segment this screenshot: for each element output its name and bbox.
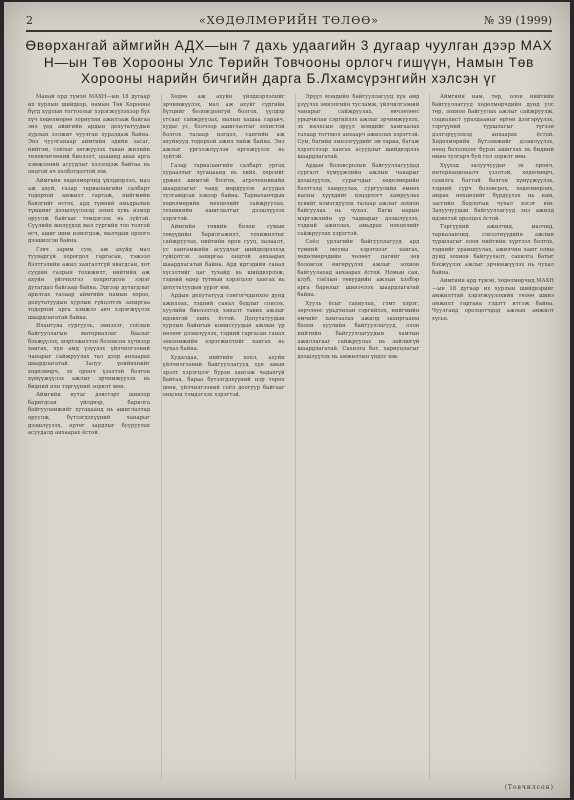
paragraph: Гэвч зарим сум, аж ахуйд мал тууваргүй хорогдол гаргасан, тэжээл бэлтгэлийн ажил хангалтгүй явагдсан, хот суурин газрын тохижилт, нийтийн аж ахуйн үйлчилгээ хоцрогдсон зэрэг дутагдал байсаар байна. Эдгээр дутагдлыг арилгах талаар аймгийн намын хороо, депутатуудын хурлын гүйцэтгэх захиргаа тодорхой арга хэмжээ авч хэрэгжүүлэх шаардлагатай байна. [28,246,150,321]
paragraph: Хууль ёсыг сахиулах, гэмт хэрэг, зөрчлөөс урьдчилан сэргийлэх, нийгмийн өмчийг хамгаалах ажилд захиргааны болон хуулийн байгууллагууд, олон нийтийн байгууллагуудын хамтын ажиллагааг сайжруулах нь зайлшгүй шаардлагатай. Сахилга бат, хариуцлагыг дээшлүүлэх нь амжилтын үндэс юм. [297,300,420,360]
paragraph: Манай орд түмэн МАХН—ын 18 дугаар их хурлын шийдвэр, намын Төв Хорооны бүгд хурлын тогтоолыг хэрэгжүүлэхээр бүх хүч хөдөлмөрөө зориулан ажиллаж байгаа энэ үед аймгийн ардын депутатуудын хурлын ээлжит чуулган хуралдаж байна. Энэ чуулганаар аймгийн эдийн засаг, нийгэм, соёлыг хөгжүүлэх таван жилийн төлөвлөгөөний биелэлт, цаашид авах арга хэмжээний асуудлыг хэлэлцэж байгаа нь онцгой ач холбогдолтой юм. [28,94,150,176]
text-column-1 [28,94,150,780]
paragraph: Эрүүл мэндийн байгууллагууд хүн амд үзүүлэх эмнэлгийн тусламж, үйлчилгээний чанарыг сайжруулах, өвчлөлөөс урьдчилан сэргийлэх ажлыг эрчимжүүлэх, эх нялхсын эрүүл мэндийг хамгаалах талаар тогтмол анхаарч ажиллах хэрэгтэй. Сум, багийн эмнэлгүүдийг эм тариа, багаж хэрэгслээр хангах асуудлыг шийдвэрлэх шаардлагатай. [297,94,420,161]
paragraph: Аймгийн төвийн болон сумын төвүүдийн барилгажилт, тохижилтыг сайжруулах, нийтийн орон сууц, халаалт, ус хангамжийн асуудлыг шийдвэрлэхэд гүйцэтгэх захиргаа онцгой анхаарах шаардлагатай байна. Ард иргэдийн санал хүсэлтийг цаг тухайд нь шийдвэрлэж, тэдний өдөр тутмын хэрэгцээг хангах нь депутатуудын үүрэг юм. [162,224,285,291]
paragraph: Аймгийн нам, төр, олон нийтийн байгууллагууд хөдөлмөрчдийн дунд улс төр, зохион байгуулах ажлыг сайжруулж, социалист уралдааныг өргөн дэлгэрүүлэх, тэргүүний туршлагыг түгээн дэлгэрүүлэхэд анхаарах ёстой. Хөдөлмөрийн бүтээмжийг дээшлүүлэх, нөөц бололцоог бүрэн ашиглах нь бидний өмнө тулгарч буй гол зорилт мөн. [431,94,554,161]
paragraph: Аймгийн нутаг дэвсгэрт шинээр баригдсан үйлдвэр, барилга байгууламжийг хугацаанд нь ашиглалтад оруулж, бүтээгдэхүүний чанарыг дээшлүүлэх, өртөг зардлыг бууруулах асуудалд анхаарах ёстой. [28,392,150,437]
paragraph: Ардын депутатууд сонгогчдынхоо дунд ажиллах, тэдний санал бодлыг сонсох, хуулийн биелэлтэд хяналт тавих ажлыг идэвхтэй хийх ёстой. Депутатуудын хурлын байнгын комиссуудын ажлын үр нөлөөг дээшлүүлэх, тэдний гаргасан санал зөвлөмжийн хэрэгжилтийг хангах нь чухал байна. [162,293,285,353]
page-header [26,12,552,32]
paragraph: Хүүхэд залуучуудыг эх оронч, интернационалч үзэлтэй, хөдөлмөрч, сахилга баттай болгон хүмүүжүүлэх, тэдний сурч боловсрох, хөдөлмөрлөх, амрах нөхцөлийг бүрдүүлэх нь нам, засгийн бодлогын чухал хэсэг юм. Залуучуудын байгууллагууд энэ ажилд идэвхтэй оролцох ёстой. [431,162,554,222]
issue-number: № 39 (1999) [484,14,552,27]
page-number: 2 [26,14,33,27]
paragraph: Аймгийн хөдөлмөрчид үйлдвэрлэл, мал аж ахуй, газар тариалангийн салбарт тодорхой амжилт гаргаж, нийгмийн баялгийг өсгөх, ард түмний амьдралын түвшинг дээшлүүлэхэд зохих хувь нэмэр оруулж байгааг тэмдэглэх нь зүйтэй. Сүүлийн жилүүдэд мал сүргийн тоо толгой өсч, ашиг шим нэмэгдэж, малчдын орлого дээшилсэн байна. [28,178,150,245]
article-title: Өвөрхангай аймгийн АДХ—ын 7 дахь удаагийн 3 дугаар чуулган дээр МАХ Н—ын Төв Хорооны Улс Төрийн Товчооны орлогч гишүүн, Намын Төв Хорооны нарийн бичгийн дарга Б.Лхамсүрэнгийн хэлсэн үг [25,38,553,86]
paragraph: Газар тариалангийн салбарт ургац хураалтыг хугацаанд нь хийх, хөрсийг үржил шимтэй болгох, агротехникийн шаардлагыг чанд мөрдүүлэх асуудал тулгамдсан хэвээр байна. Тариаланчдын хөдөлмөрийн нөхцөлийг сайжруулах, техникийн ашиглалтыг дээшлүүлэх хэрэгтэй. [162,162,285,222]
paragraph: Ялангуяа сургууль, эмнэлэг, соёлын байгууллагын материаллаг баазыг бэхжүүлэх, мэргэжилтэн боловсон хүчнээр хангах, хүн амд үзүүлэх үйлчилгээний чанарыг сайжруулах тал дээр анхаарах шаардлагатай. Залуу үеийнхнийг хөдөлмөрч, эх оронч үзэлтэй болгон хүмүүжүүлэх ажлыг эрчимжүүлэх нь бидний нэн тэргүүний зорилт мөн. [28,323,150,390]
newspaper-page [4,2,570,798]
paragraph: Ардын боловсролын байгууллагуудад сургалт хүмүүжлийн ажлын чанарыг дээшлүүлэх, сурагчдыг хөдөлмөрийн бэлтгэлд хамруулах, сургуулийн өмнөх насны хүүхдийг цэцэрлэгт хамруулах хувийг нэмэгдүүлэх талаар ажлыг зохион байгуулах нь чухал. Багш нарын мэргэжлийн ур чадварыг дээшлүүлэх, тэдний ажиллах, амьдрах нөхцөлийг сайжруулах хэрэгтэй. [297,162,420,237]
paragraph: Тэргүүний ажилчид, малчид, тариаланчид, сэхээтнүүдийн ажлын туршлагыг олон нийтийн хүртээл болгох, тэднийг урамшуулах, ажилчин хамт олны дунд зохион байгуулалт, сахилга батыг бэхжүүлэх ажлыг эрчимжүүлэх нь чухал байна. [431,224,554,276]
text-column-2 [163,94,285,780]
text-column-3 [297,94,419,780]
article-footer: (Товчилсон) [504,784,554,791]
paragraph: Хөдөө аж ахуйн үйлдвэрлэлийг эрчимжүүлэх, мал аж ахуйг сүргийн бүтцийг боловсронгуй болгох, үүлдэр угсааг сайжруулах, малын хашаа саравч, худаг ус, бэлчээр ашиглалтыг зохистой болгох талаар нэгдэл, сангийн аж ахуйнууд тодорхой ажил хийж байна. Энэ ажлыг үргэлжлүүлэн өргөжүүлэх нь зүйтэй. [162,94,285,161]
paragraph: Аймгийн ард түмэн, хөдөлмөрчид МАХН—ын 18 дугаар их хурлын шийдвэрийг амжилттай хэрэгжүүлэхийн төлөө шинэ амжилт гаргана гэдэгт итгэж байна. Чуулганд оролцогчдод ажлын амжилт хүсье. [431,278,554,322]
newspaper-name: «ХӨДӨЛМӨРИЙН ТӨЛӨӨ» [199,14,379,27]
text-column-4 [432,94,554,780]
paragraph: Худалдаа, нийтийн хоол, ахуйн үйлчилгээний байгууллагууд хүн амын эрэлт хэрэгцээг бүрэн хангаж чадахгүй байгаа, бараа бүтээгдэхүүний нэр төрөл цөөн, үйлчилгээний соёл доогуур байгааг онцлон тэмдэглэх хэрэгтэй. [162,354,285,399]
paragraph: Соёл урлагийн байгууллагууд ард түмний оюуны хэрэгцээг хангах, хөдөлмөрчдийн чөлөөт цагийг зөв боловсон өнгөрүүлэх ажлыг зохион байгуулахад анхаарах ёстой. Номын сан, клуб, соёлын төвүүдийн ажлын хэлбэр арга барилыг шинэчлэх шаардлагатай байна. [297,239,420,299]
article-body [28,94,554,780]
